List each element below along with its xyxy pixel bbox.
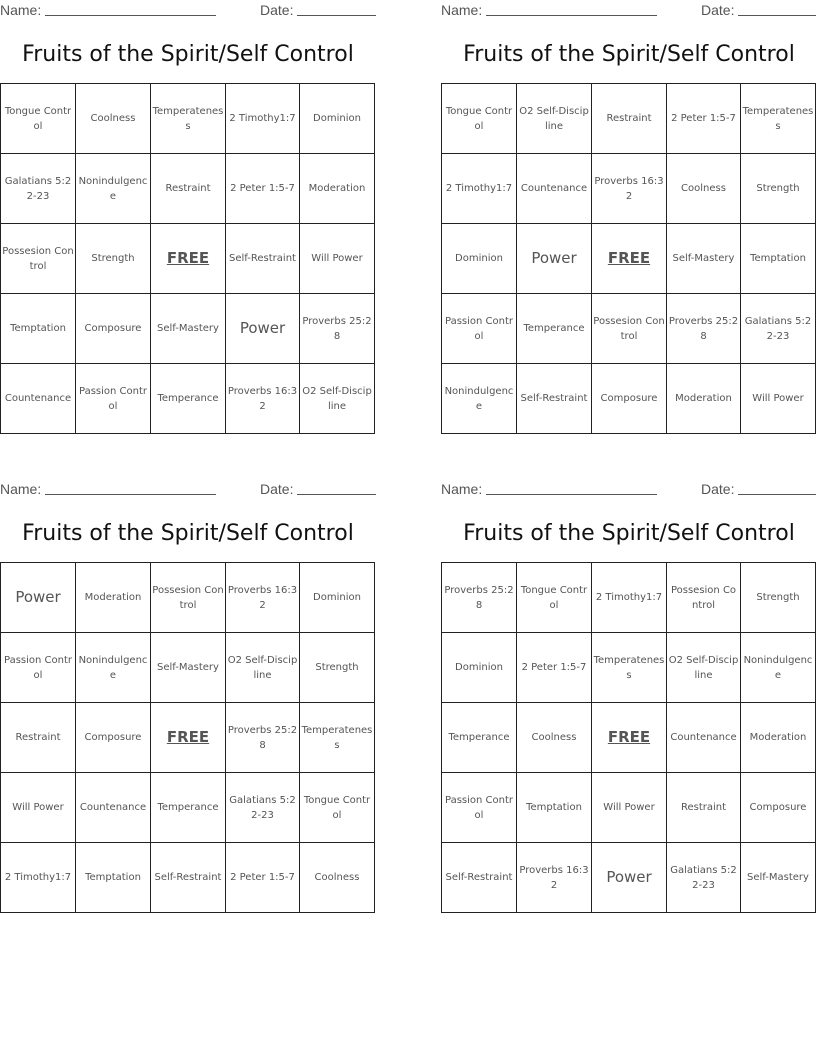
- bingo-cell: 2 Peter 1:5-7: [667, 84, 741, 154]
- bingo-cell: Self-Restraint: [151, 843, 226, 913]
- bingo-cell: Self-Restraint: [226, 224, 300, 294]
- name-label: Name:: [441, 481, 483, 497]
- bingo-cell: Power: [226, 294, 300, 364]
- bingo-grid: [0, 83, 375, 434]
- bingo-cell: Proverbs 16:32: [517, 843, 592, 913]
- name-line: [486, 494, 657, 495]
- bingo-cell: Moderation: [667, 364, 741, 434]
- card-title: Fruits of the Spirit/Self Control: [463, 521, 795, 546]
- bingo-cell: Dominion: [300, 84, 375, 154]
- bingo-cell: Passion Control: [442, 773, 517, 843]
- bingo-cell: Nonindulgence: [442, 364, 517, 434]
- bingo-cell: Power: [517, 224, 592, 294]
- bingo-cell: Temptation: [76, 843, 151, 913]
- bingo-cell: Dominion: [300, 563, 375, 633]
- bingo-cell: Composure: [592, 364, 667, 434]
- bingo-cell: Restraint: [1, 703, 76, 773]
- bingo-cell: Will Power: [741, 364, 816, 434]
- bingo-cell: Countenance: [517, 154, 592, 224]
- bingo-grid: [0, 562, 375, 913]
- bingo-cell: Coolness: [76, 84, 151, 154]
- bingo-cell: Dominion: [442, 633, 517, 703]
- date-line: [738, 494, 816, 495]
- bingo-cell: Will Power: [300, 224, 375, 294]
- name-line: [45, 494, 216, 495]
- bingo-cell: O2 Self-Discipline: [517, 84, 592, 154]
- bingo-cell: Restraint: [151, 154, 226, 224]
- bingo-cell: Possesion Control: [151, 563, 226, 633]
- card-header: [441, 0, 816, 20]
- bingo-cell: 2 Timothy1:7: [1, 843, 76, 913]
- card-title: Fruits of the Spirit/Self Control: [463, 42, 795, 67]
- bingo-cell: Countenance: [1, 364, 76, 434]
- bingo-cell: Possesion Control: [667, 563, 741, 633]
- bingo-cell: Strength: [76, 224, 151, 294]
- bingo-cell: Self-Mastery: [151, 633, 226, 703]
- bingo-cell: Temperance: [442, 703, 517, 773]
- free-space-cell: FREE: [151, 703, 226, 773]
- name-label: Name:: [0, 2, 42, 18]
- bingo-cell: 2 Peter 1:5-7: [226, 843, 300, 913]
- bingo-cell: 2 Timothy1:7: [442, 154, 517, 224]
- bingo-cell: Temperateness: [300, 703, 375, 773]
- bingo-cell: 2 Timothy1:7: [226, 84, 300, 154]
- bingo-cell: Temperateness: [151, 84, 226, 154]
- bingo-cell: Galatians 5:22-23: [1, 154, 76, 224]
- bingo-cell: Temptation: [1, 294, 76, 364]
- bingo-grid: [441, 562, 816, 913]
- bingo-cell: Will Power: [1, 773, 76, 843]
- bingo-cell: Strength: [741, 563, 816, 633]
- bingo-cell: Nonindulgence: [76, 154, 151, 224]
- free-space-cell: FREE: [592, 224, 667, 294]
- bingo-cell: Restraint: [592, 84, 667, 154]
- card-title: Fruits of the Spirit/Self Control: [22, 42, 354, 67]
- bingo-cell: Galatians 5:22-23: [226, 773, 300, 843]
- bingo-cell: Composure: [76, 294, 151, 364]
- bingo-cell: Restraint: [667, 773, 741, 843]
- date-label: Date:: [260, 481, 294, 497]
- bingo-cell: Galatians 5:22-23: [741, 294, 816, 364]
- card-header: [0, 479, 376, 499]
- name-label: Name:: [0, 481, 42, 497]
- bingo-cell: O2 Self-Discipline: [300, 364, 375, 434]
- bingo-cell: Galatians 5:22-23: [667, 843, 741, 913]
- bingo-cell: Self-Restraint: [517, 364, 592, 434]
- bingo-cell: Temperateness: [592, 633, 667, 703]
- bingo-cell: Power: [592, 843, 667, 913]
- free-space-cell: FREE: [592, 703, 667, 773]
- name-line: [486, 15, 657, 16]
- bingo-cell: Self-Mastery: [741, 843, 816, 913]
- bingo-cell: Nonindulgence: [741, 633, 816, 703]
- bingo-cell: Proverbs 25:28: [667, 294, 741, 364]
- name-label: Name:: [441, 2, 483, 18]
- bingo-cell: Self-Mastery: [151, 294, 226, 364]
- bingo-cell: Nonindulgence: [76, 633, 151, 703]
- date-label: Date:: [260, 2, 294, 18]
- bingo-cell: Proverbs 25:28: [300, 294, 375, 364]
- bingo-cell: Proverbs 25:28: [226, 703, 300, 773]
- bingo-cell: 2 Peter 1:5-7: [226, 154, 300, 224]
- bingo-cell: Temperateness: [741, 84, 816, 154]
- bingo-cell: Strength: [300, 633, 375, 703]
- bingo-cell: Tongue Control: [517, 563, 592, 633]
- bingo-cell: Proverbs 16:32: [226, 563, 300, 633]
- card-header: [0, 0, 376, 20]
- bingo-cell: Proverbs 16:32: [592, 154, 667, 224]
- date-line: [297, 494, 376, 495]
- bingo-cell: Moderation: [76, 563, 151, 633]
- date-line: [738, 15, 816, 16]
- bingo-cell: Coolness: [300, 843, 375, 913]
- bingo-cell: Possesion Control: [1, 224, 76, 294]
- bingo-cell: O2 Self-Discipline: [667, 633, 741, 703]
- bingo-cell: Countenance: [76, 773, 151, 843]
- bingo-cell: Possesion Control: [592, 294, 667, 364]
- bingo-cell: Composure: [76, 703, 151, 773]
- bingo-cell: Moderation: [300, 154, 375, 224]
- bingo-cell: Self-Mastery: [667, 224, 741, 294]
- name-line: [45, 15, 216, 16]
- bingo-cell: Passion Control: [76, 364, 151, 434]
- bingo-cell: Will Power: [592, 773, 667, 843]
- free-space-cell: FREE: [151, 224, 226, 294]
- bingo-cell: Composure: [741, 773, 816, 843]
- bingo-cell: Tongue Control: [442, 84, 517, 154]
- bingo-cell: Dominion: [442, 224, 517, 294]
- card-title: Fruits of the Spirit/Self Control: [22, 521, 354, 546]
- bingo-cell: Self-Restraint: [442, 843, 517, 913]
- bingo-cell: Power: [1, 563, 76, 633]
- bingo-cell: Tongue Control: [300, 773, 375, 843]
- bingo-cell: Temperance: [517, 294, 592, 364]
- bingo-cell: Passion Control: [442, 294, 517, 364]
- bingo-cell: Temptation: [517, 773, 592, 843]
- card-header: [441, 479, 816, 499]
- bingo-cell: Moderation: [741, 703, 816, 773]
- bingo-cell: Coolness: [667, 154, 741, 224]
- date-label: Date:: [701, 2, 735, 18]
- bingo-grid: [441, 83, 816, 434]
- bingo-cell: Proverbs 25:28: [442, 563, 517, 633]
- bingo-cell: Tongue Control: [1, 84, 76, 154]
- bingo-cell: Temperance: [151, 364, 226, 434]
- date-label: Date:: [701, 481, 735, 497]
- bingo-cell: 2 Peter 1:5-7: [517, 633, 592, 703]
- bingo-cell: O2 Self-Discipline: [226, 633, 300, 703]
- bingo-cell: Temptation: [741, 224, 816, 294]
- bingo-cell: Strength: [741, 154, 816, 224]
- bingo-cell: 2 Timothy1:7: [592, 563, 667, 633]
- bingo-cell: Proverbs 16:32: [226, 364, 300, 434]
- date-line: [297, 15, 376, 16]
- bingo-cell: Countenance: [667, 703, 741, 773]
- bingo-cell: Passion Control: [1, 633, 76, 703]
- bingo-cell: Coolness: [517, 703, 592, 773]
- bingo-cell: Temperance: [151, 773, 226, 843]
